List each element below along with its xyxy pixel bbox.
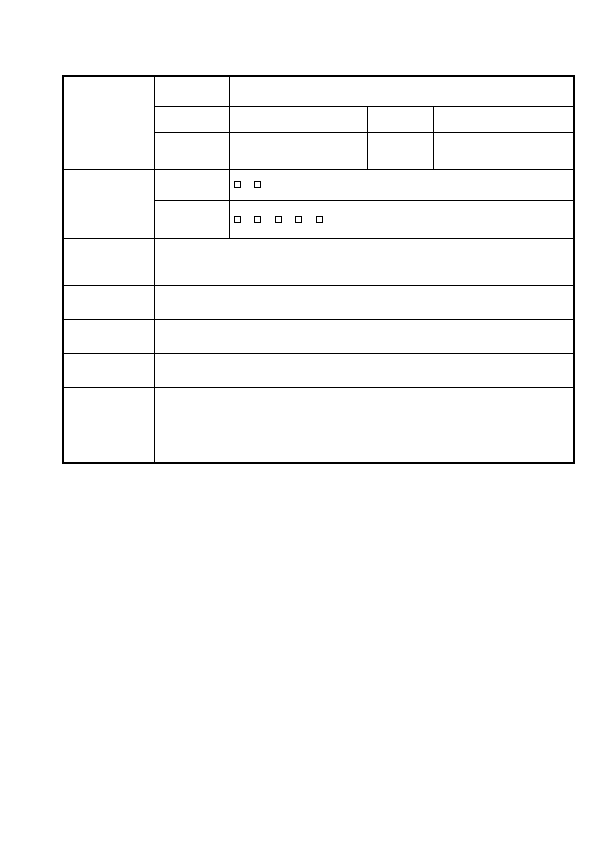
checkbox-icon[interactable]	[234, 181, 241, 188]
phone-label	[367, 132, 433, 169]
row-3-field[interactable]	[154, 353, 574, 387]
apply-type-options	[229, 200, 574, 238]
receive-method-label	[154, 169, 229, 200]
rrn-field[interactable]	[229, 106, 367, 132]
row-1-label	[63, 285, 154, 319]
receive-method-options	[229, 169, 574, 200]
rrn-label	[154, 106, 229, 132]
type-option-3[interactable]	[275, 215, 284, 224]
row-4-field[interactable]	[154, 387, 574, 463]
checkbox-icon[interactable]	[316, 216, 323, 223]
receive-option-2[interactable]	[254, 180, 263, 189]
apply-method-label	[63, 169, 154, 238]
type-option-1[interactable]	[234, 215, 243, 224]
type-option-2[interactable]	[254, 215, 263, 224]
row-2-field[interactable]	[154, 319, 574, 353]
name-label	[154, 76, 229, 106]
period-label	[63, 238, 154, 285]
checkbox-icon[interactable]	[295, 216, 302, 223]
checkbox-icon[interactable]	[234, 216, 241, 223]
period-field[interactable]	[154, 238, 574, 285]
address-label	[154, 132, 229, 169]
type-option-4[interactable]	[295, 215, 304, 224]
apply-type-label	[154, 200, 229, 238]
row-3-label	[63, 353, 154, 387]
job-label	[367, 106, 433, 132]
row-4-label	[63, 387, 154, 463]
checkbox-icon[interactable]	[254, 216, 261, 223]
address-field[interactable]	[229, 132, 367, 169]
type-option-5[interactable]	[316, 215, 325, 224]
application-form	[62, 75, 575, 464]
addressee-line	[62, 667, 74, 676]
phone-field[interactable]	[433, 132, 574, 169]
row-2-label	[63, 319, 154, 353]
checkbox-icon[interactable]	[275, 216, 282, 223]
receive-option-1[interactable]	[234, 180, 243, 189]
applicant-section-label	[63, 76, 154, 169]
job-field[interactable]	[433, 106, 574, 132]
row-1-field[interactable]	[154, 285, 574, 319]
name-field[interactable]	[229, 76, 574, 106]
checkbox-icon[interactable]	[254, 181, 261, 188]
